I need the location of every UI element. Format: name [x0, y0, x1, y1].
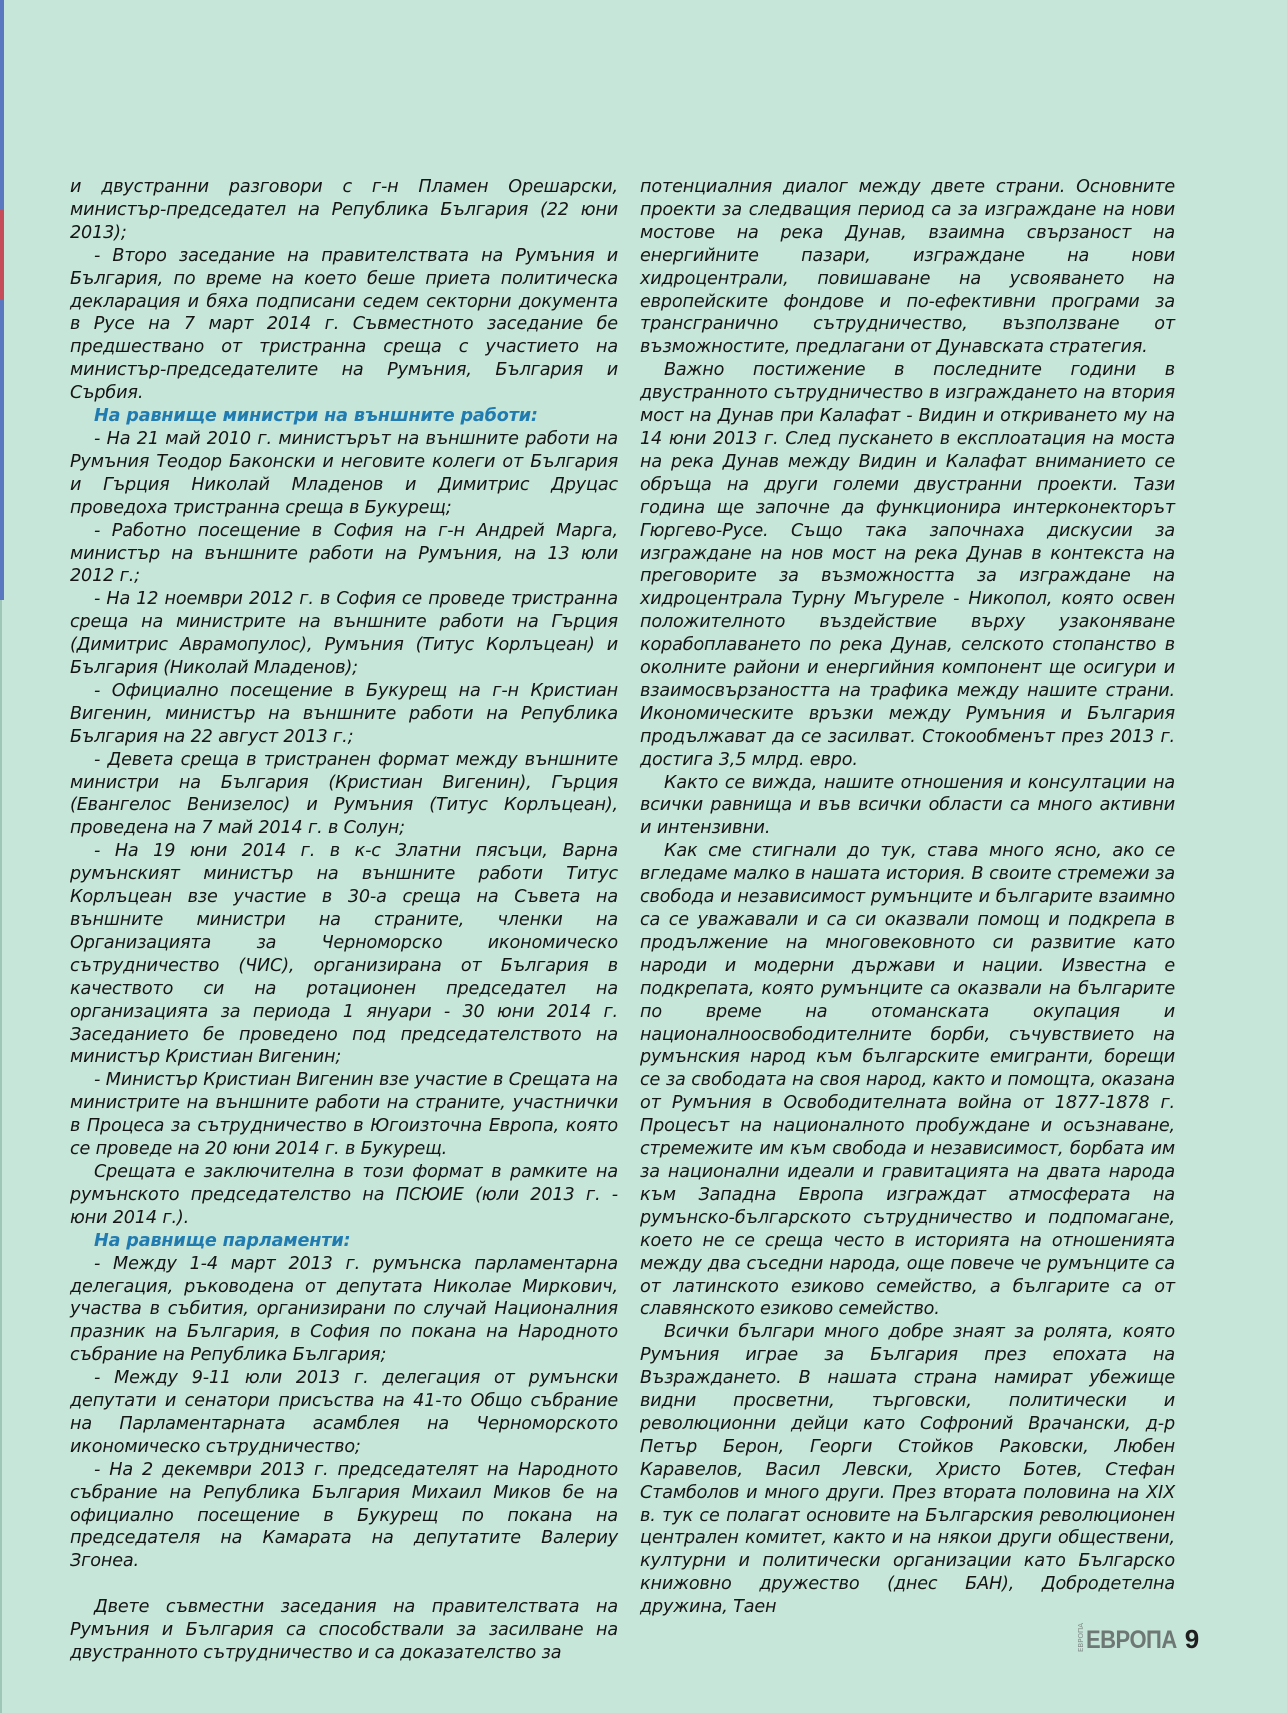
paragraph: Важно постижение в последните години в двустранното сътрудничество в изграждането на втория мост на Дунав при Калафат - Видин и откриването му на 14 юни 2013 г. След пускането в експлоатация на моста на река Дунав между Видин и Калафат вниманието се обръща на други големи двустранни проекти. Тази година ще започне да функционира интерконекторът Гюргево-Русе. Също така започнаха дискусии за изграждане на нов мост на река Дунав в контекста на преговорите за възможността за изграждане на хидроцентрала Турну Мъгуреле - Никопол, която освен положителното въздействие върху узаконяване корабоплаването по река Дунав, селското стопанство в околните райони и енергийния компонент ще осигури и взаимосвързаността на трафика между нашите страни. Икономическите връзки между Румъния и България продължават да се засилват. Стокообменът през 2013 г. достига 3,5 млрд. евро. [640, 360, 1175, 770]
paragraph: - Работно посещение в София на г-н Андрей Марга, министър на външните работи на Румъния, на 13 юли 2012 г.; [70, 520, 618, 587]
paragraph: Срещата е заключителна в този формат в рамките на румънското председателство на ПСЮИЕ (юли 2013 г. - юни 2014 г.). [70, 1161, 618, 1228]
page-edge-line [0, 600, 2, 1713]
left-text-column [70, 176, 618, 1665]
section-heading: На равнище министри на външните работи: [94, 406, 538, 427]
paragraph: - Второ заседание на правителствата на Румъния и България, по време на което беше приета политическа декларация и бяха подписани седем секторни документа в Русе на 7 март 2014 г. Съвместното заседание бе предшествано от тристранна среща с участието на министър-председателите на Румъния, България и Сърбия. [70, 245, 618, 404]
paragraph: - На 12 ноември 2012 г. в София се проведе тристранна среща на министрите на външните работи на Гърция (Димитрис Аврамопулос), Румъния (Титус Корлъцеан) и България (Николай Младенов); [70, 589, 618, 679]
paragraph: - Между 9-11 юли 2013 г. делегация от румънски депутати и сенатори присъства на 41-то Общо събрание на Парламентарната асамблея на Черноморското икономическо сътрудничество; [70, 1368, 618, 1457]
paragraph: - Девета среща в тристранен формат между външните министри на България (Кристиан Вигенин), Гърция (Евангелос Венизелос) и Румъния (Титус Корлъцеан), проведена на 7 май 2014 г. в Солун; [70, 749, 618, 839]
page-number: 9 [1184, 1624, 1200, 1654]
right-text-column [640, 176, 1175, 1619]
section-heading: На равнище парламенти: [94, 1230, 351, 1251]
paragraph: Как сме стигнали до тук, става много ясно, ако се вгледаме малко в нашата история. В своите стремежи за свобода и независимост румънците и българите взаимно са се уважавали и са си оказвали помощ и подкрепа в продължение на многовековното си развитие като народи и модерни държави и нации. Известна е подкрепата, която румънците са оказвали на българите по време на отоманската окупация и националноосвободителните борби, съчувствието на румънския народ към българските емигранти, борещи се за свободата на своя народ, както и помощта, оказана от Румъния в Освободителната война от 1877-1878 г. Процесът на националното пробуждане и осъзнаване, стремежите им към свобода и независимост, борбата им за национални идеали и гравитацията на двата народа към Западна Европа изграждат атмосферата на румънско-българското сътрудничество и подпомагане, което не се среща често в историята на отношенията между два съседни народа, още повече че румънците са от латинското езиково семейство, а българите са от славянското езиково семейство. [640, 841, 1175, 1320]
paragraph: Както се вижда, нашите отношения и консултации на всички равнища и във всички области са много активни и интензивни. [640, 772, 1175, 839]
paragraph: и двустранни разговори с г-н Пламен Орешарски, министър-председател на Република България (22 юни 2013); [70, 177, 618, 243]
paragraph: - На 2 декември 2013 г. председателят на Народното събрание на Република България Михаил Миков бе на официално посещение в Букурещ по покана на председателя на Камарата на депутатите Валериу Згонеа. [70, 1459, 618, 1572]
paragraph-spacer [70, 1573, 618, 1596]
logo-text: ЕВРОПА [1086, 1624, 1177, 1654]
edge-color-stripe [0, 0, 4, 600]
logo-small-text: ЕВРОПА [1077, 1622, 1085, 1652]
paragraph: - Официално посещение в Букурещ на г-н Кристиан Вигенин, министър на външните работи на Република България на 22 август 2013 г.; [70, 680, 618, 747]
paragraph: - Между 1-4 март 2013 г. румънска парламентарна делегация, ръководена от депутата Николае Миркович, участва в събития, организирани по случай Националния празник на България, в София по покана на Народното събрание на Република България; [70, 1253, 618, 1366]
paragraph: Двете съвместни заседания на правителствата на Румъния и България са способствали за засилване на двустранното сътрудничество и са доказателство за [70, 1597, 618, 1663]
paragraph: - На 21 май 2010 г. министърът на външните работи на Румъния Теодор Баконски и неговите колеги от България и Гърция Николай Младенов и Димитрис Друцас проведоха тристранна среща в Букурещ; [70, 428, 618, 518]
paragraph: - На 19 юни 2014 г. в к-с Златни пясъци, Варна румънският министър на външните работи Титус Корлъцеан взе участие в 30-а среща на Съвета на външните министри на страните, членки на Организацията за Черноморско икономическо сътрудничество (ЧИС), организирана от България в качеството си на ротационен председател на организацията за периода 1 януари - 30 юни 2014 г. Заседанието бе проведено под председателството на министър Кристиан Вигенин; [70, 841, 618, 1068]
page-footer [1078, 1624, 1199, 1655]
paragraph: Всички българи много добре знаят за ролята, която Румъния играе за България през епохата на Възраждането. В нашата страна намират убежище видни просветни, търговски, политически и революционни дейци като Софроний Врачански, д-р Петър Берон, Георги Стойков Раковски, Любен Каравелов, Васил Левски, Христо Ботев, Стефан Стамболов и много други. През втората половина на XIX в. тук се полагат основите на Българския революционен централен комитет, както и на някои други обществени, културни и политически организации като Българско книжовно дружество (днес БАН), Добродетелна дружина, Таен [640, 1322, 1175, 1618]
paragraph: потенциалния диалог между двете страни. Основните проекти за следващия период са за изграждане на нови мостове на река Дунав, взаимна свързаност на енергийните пазари, изграждане на нови хидроцентрали, повишаване на усвояването на европейските фондове и по-ефективни програми за трансгранично сътрудничество, възползване от възможностите, предлагани от Дунавската стратегия. [640, 177, 1175, 358]
paragraph: - Министър Кристиан Вигенин взе участие в Срещата на министрите на външните работи на страните, участнички в Процеса за сътрудничество в Югоизточна Европа, която се проведе на 20 юни 2014 г. в Букурещ. [70, 1070, 618, 1160]
magazine-logo [1077, 1622, 1177, 1654]
